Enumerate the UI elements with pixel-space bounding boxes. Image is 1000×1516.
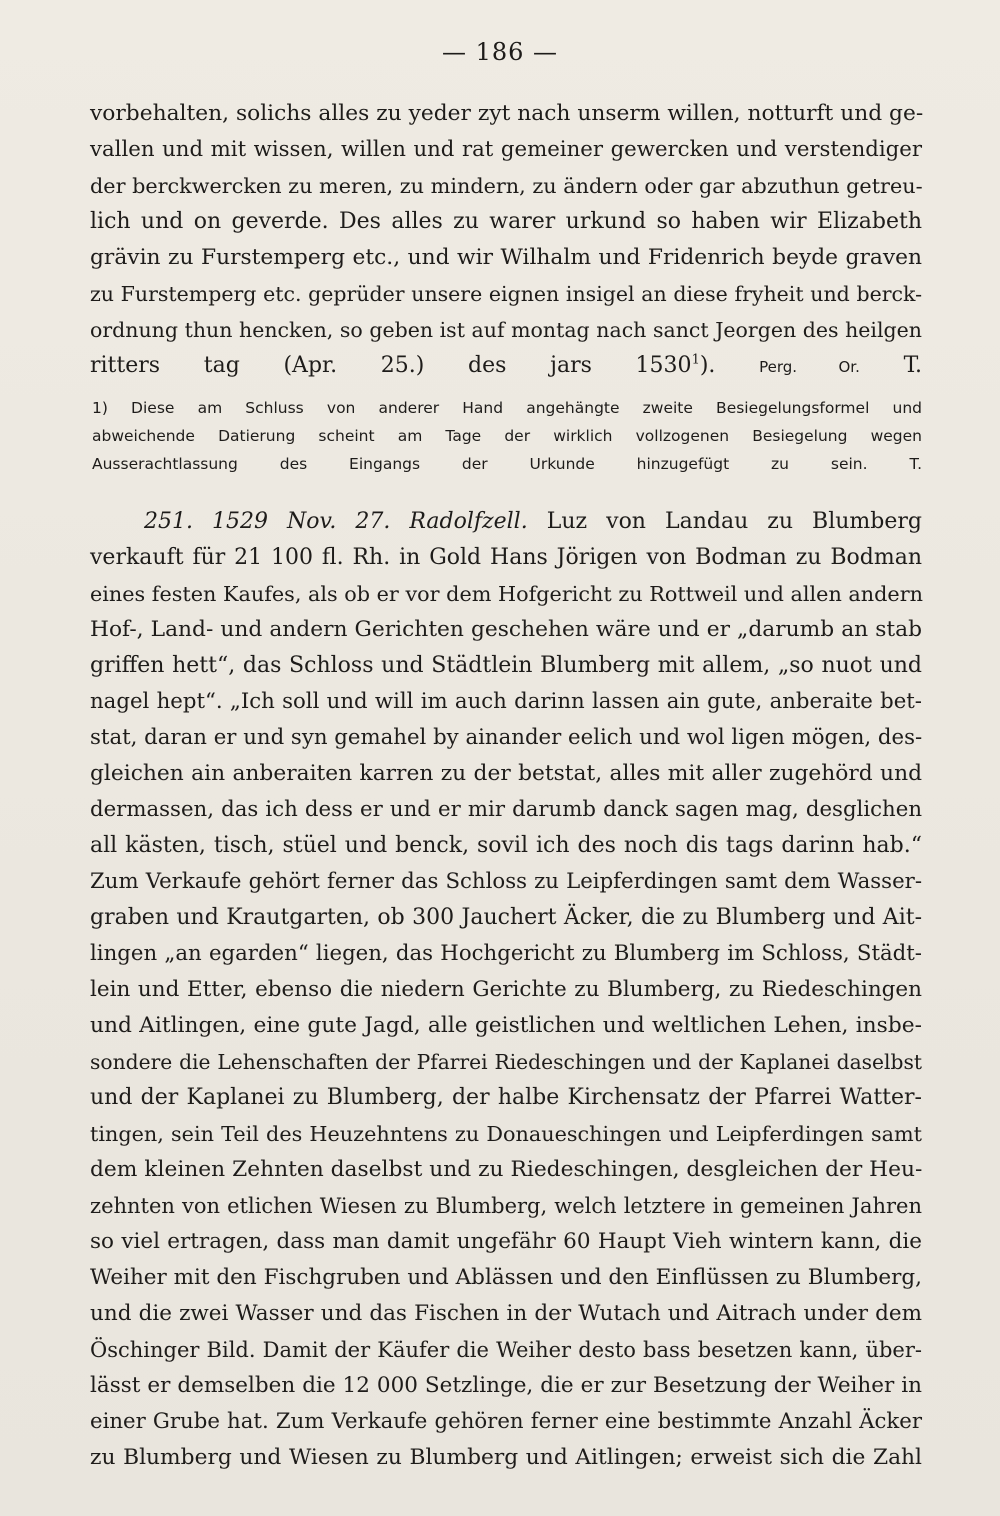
entry-heading-rest: Luz von Landau zu Blumberg bbox=[546, 509, 922, 534]
text-line: Hof-, Land- und andern Gerichten geschehen wäre und er „darumb an stab bbox=[90, 617, 922, 642]
text-line: griffen hett“, das Schloss und Städtlein Blumberg mit allem, „so nuot und bbox=[90, 653, 922, 678]
text-line-last bbox=[90, 348, 922, 385]
text-line: einer Grube hat. Zum Verkaufe gehören ferner eine bestimmte Anzahl Äcker bbox=[90, 1409, 922, 1434]
page-number: — 186 — bbox=[441, 38, 559, 66]
text-line: lässt er demselben die 12 000 Setzlinge, die er zur Besetzung der Weiher in bbox=[90, 1373, 922, 1398]
text-line: stat, daran er und syn gemahel by ainander eelich und wol ligen mögen, des- bbox=[90, 725, 923, 750]
text-line: Zum Verkaufe gehört ferner das Schloss zu Leipferdingen samt dem Wasser- bbox=[90, 869, 922, 894]
text-line: eines festen Kaufes, als ob er vor dem Hofgericht zu Rottweil und allen andern bbox=[90, 582, 923, 606]
text-line: dem kleinen Zehnten daselbst und zu Riedeschingen, desgleichen der Heu- bbox=[90, 1157, 923, 1182]
text-line: vorbehalten, solichs alles zu yeder zyt nach unserm willen, notturft und ge- bbox=[90, 101, 924, 126]
source-note: Perg. Or. bbox=[759, 358, 860, 376]
text-line: und die zwei Wasser und das Fischen in der Wutach und Aitrach under dem bbox=[90, 1301, 922, 1326]
text-line: so viel ertragen, dass man damit ungefähr 60 Haupt Vieh wintern kann, die bbox=[90, 1229, 922, 1254]
entry-heading: 251. 1529 Nov. 27. Radolfzell. bbox=[144, 509, 528, 534]
text-line: lich und on geverde. Des alles zu warer urkund so haben wir Elizabeth bbox=[90, 209, 922, 234]
text-line: Öschinger Bild. Damit der Käufer die Weiher desto bass besetzen kann, über- bbox=[90, 1338, 922, 1362]
text-line: der berckwercken zu meren, zu mindern, zu ändern oder gar abzuthun getreu- bbox=[90, 174, 923, 198]
text-line: tingen, sein Teil des Heuzehntens zu Donaueschingen und Leipferdingen samt bbox=[90, 1122, 922, 1146]
text-line: gleichen ain anberaiten karren zu der betstat, alles mit aller zugehörd und bbox=[90, 761, 922, 786]
text-line: vallen und mit wissen, willen und rat gemeiner gewercken und verstendiger bbox=[90, 137, 922, 162]
text-line: nagel hept“. „Ich soll und will im auch darinn lassen ain gute, anberaite bet- bbox=[90, 689, 922, 714]
text-line: zu Furstemperg etc. geprüder unsere eignen insigel an diese fryheit und berck- bbox=[90, 282, 922, 306]
text-line: und Aitlingen, eine gute Jagd, alle geistlichen und weltlichen Lehen, insbe- bbox=[90, 1013, 922, 1038]
text-line: ordnung thun hencken, so geben ist auf montag nach sanct Jeorgen des heilgen bbox=[90, 318, 922, 342]
closing-text: ritters tag (Apr. 25.) des jars 1530$^1$). bbox=[90, 352, 716, 378]
entry-heading-line bbox=[144, 504, 922, 540]
text-line: verkauft für 21 100 fl. Rh. in Gold Hans Jörigen von Bodman zu Bodman bbox=[90, 545, 922, 570]
footnote-ref: 1 bbox=[691, 352, 700, 368]
footnote-line: abweichende Datierung scheint am Tage der wirklich vollzogenen Besiegelung wegen bbox=[92, 427, 922, 445]
footnote-initial: T. bbox=[909, 455, 922, 473]
text-line: grävin zu Furstemperg etc., und wir Wilhalm und Fridenrich beyde graven bbox=[90, 245, 922, 270]
text-line: zu Blumberg und Wiesen zu Blumberg und Aitlingen; erweist sich die Zahl bbox=[90, 1445, 922, 1470]
text-line: graben und Krautgarten, ob 300 Jauchert Äcker, die zu Blumberg und Ait- bbox=[90, 905, 922, 930]
text-line: lein und Etter, ebenso die niedern Gerichte zu Blumberg, zu Riedeschingen bbox=[90, 977, 922, 1002]
footnote-line-last: Ausserachtlassung des Eingangs der Urkunde hinzugefügt zu sein. T. bbox=[92, 455, 922, 473]
text-line: und der Kaplanei zu Blumberg, der halbe Kirchensatz der Pfarrei Watter- bbox=[90, 1085, 922, 1110]
editor-initial: T. bbox=[903, 353, 922, 378]
text-line: Weiher mit den Fischgruben und Ablässen und den Einflüssen zu Blumberg, bbox=[90, 1265, 922, 1290]
text-line: all kästen, tisch, stüel und benck, sovil ich des noch dis tags darinn hab.“ bbox=[90, 833, 922, 858]
text-line: sondere die Lehenschaften der Pfarrei Riedeschingen und der Kaplanei daselbst bbox=[90, 1050, 922, 1074]
text-line: zehnten von etlichen Wiesen zu Blumberg, welch letztere in gemeinen Jahren bbox=[90, 1194, 922, 1218]
text-line: lingen „an egarden“ liegen, das Hochgericht zu Blumberg im Schloss, Städt- bbox=[90, 941, 922, 966]
footnote-line: 1) Diese am Schluss von anderer Hand angehängte zweite Besiegelungsformel und bbox=[92, 399, 922, 417]
text-line: dermassen, das ich dess er und er mir darumb danck sagen mag, desglichen bbox=[90, 797, 922, 822]
